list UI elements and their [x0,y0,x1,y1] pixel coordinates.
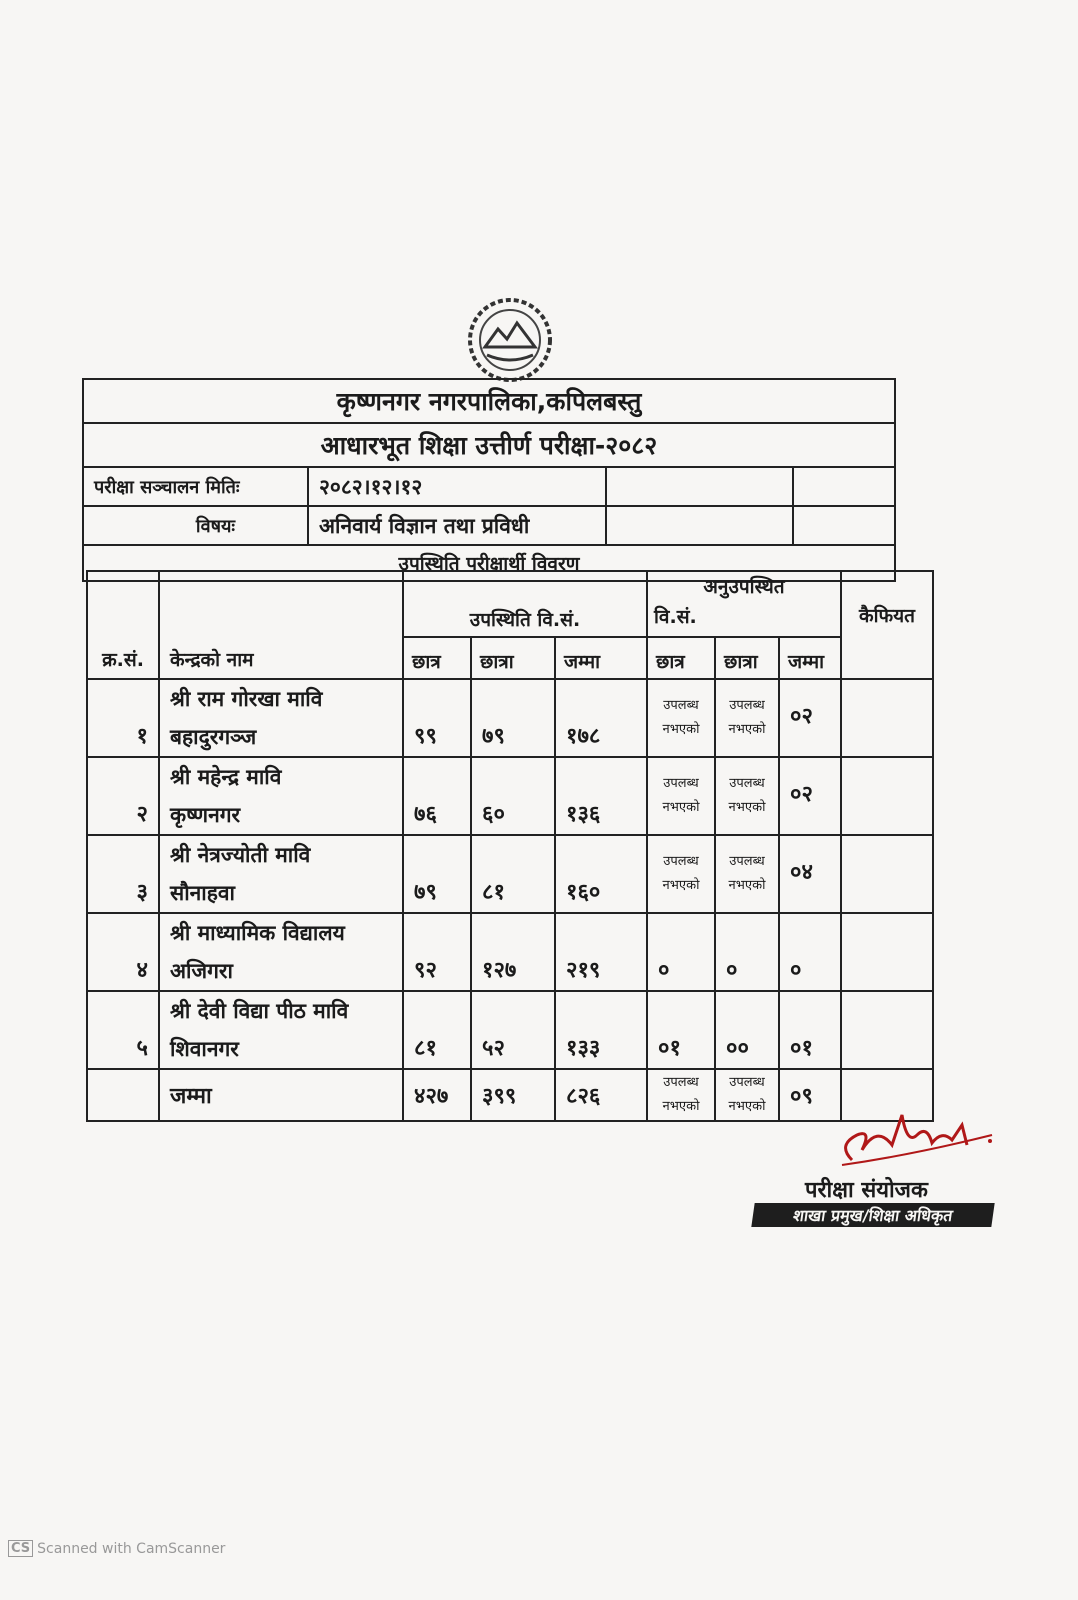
absent-total: ०४ [779,835,841,913]
na-line2: नभएको [662,878,700,893]
remarks-cell [841,835,933,913]
center-name-line1: श्री माध्यामिक विद्यालय [170,921,345,945]
camscanner-logo: CS [8,1540,33,1557]
group-absent-sub: वि.सं. [654,606,697,628]
row-sn: ३ [87,835,159,913]
group-absent-header [647,571,841,637]
row-sn: १ [87,679,159,757]
na-line2: नभएको [662,800,700,815]
total-label: जम्मा [159,1069,403,1121]
absent-total: ०१ [779,991,841,1069]
absent-girls-na [715,835,779,913]
exam-title: आधारभूत शिक्षा उत्तीर्ण परीक्षा-२०८२ [320,431,658,460]
na-line1: उपलब्ध [663,854,699,869]
total-sn-cell [87,1069,159,1121]
date-value: २०८२।१२।१२ [309,468,607,505]
absent-boys-na [647,757,715,835]
present-boys: ९९ [403,679,471,757]
scanner-watermark [8,1540,225,1557]
na-line2: नभएको [728,878,766,893]
center-name-line1: श्री नेत्रज्योती मावि [170,843,311,867]
present-boys: ८१ [403,991,471,1069]
center-name-line2: अजिगरा [170,959,233,983]
present-total: १३३ [555,991,647,1069]
col-absent-girls: छात्रा [715,637,779,679]
absent-girls: ०० [715,991,779,1069]
total-present-total: ८२६ [555,1069,647,1121]
remarks-cell [841,757,933,835]
present-boys: ९२ [403,913,471,991]
remarks-cell [841,679,933,757]
present-boys: ७९ [403,835,471,913]
col-center-header: केन्द्रको नाम [159,571,403,679]
total-absent-girls-na [715,1069,779,1121]
na-line2: नभएको [728,800,766,815]
date-label: परीक्षा सञ्चालन मितिः [84,468,309,505]
na-line1: उपलब्ध [663,776,699,791]
absent-total: ०२ [779,757,841,835]
total-absent-total: ०९ [779,1069,841,1121]
present-girls: ८१ [471,835,555,913]
subject-label: विषयः [84,507,309,544]
present-girls: ७९ [471,679,555,757]
na-line1: उपलब्ध [729,698,765,713]
total-absent-boys-na [647,1069,715,1121]
absent-total: ० [779,913,841,991]
total-row [87,1069,933,1121]
center-name [159,757,403,835]
col-sn-header: क्र.सं. [87,571,159,679]
absent-boys-na [647,679,715,757]
municipality-emblem [465,295,555,385]
absent-boys: ०१ [647,991,715,1069]
na-line1: उपलब्ध [729,854,765,869]
col-absent-total: जम्मा [779,637,841,679]
na-line1: उपलब्ध [663,1075,699,1090]
remarks-cell [841,991,933,1069]
present-boys: ७६ [403,757,471,835]
col-present-boys: छात्र [403,637,471,679]
group-absent-title: अनुउपस्थित [703,576,785,598]
scanner-text: Scanned with CamScanner [37,1540,226,1557]
center-name-line2: बहादुरगञ्ज [170,725,257,749]
center-name-line2: कृष्णनगर [170,803,241,827]
na-line1: उपलब्ध [663,698,699,713]
center-name-line1: श्री देवी विद्या पीठ मावि [170,999,349,1023]
na-line2: नभएको [728,722,766,737]
total-present-boys: ४२७ [403,1069,471,1121]
col-present-girls: छात्रा [471,637,555,679]
row-sn: ४ [87,913,159,991]
col-absent-boys: छात्र [647,637,715,679]
center-name [159,835,403,913]
na-line1: उपलब्ध [729,1075,765,1090]
center-name-line1: श्री राम गोरखा मावि [170,687,323,711]
table-row [87,913,933,991]
center-name-line1: श्री महेन्द्र मावि [170,765,282,789]
row-sn: २ [87,757,159,835]
center-name [159,991,403,1069]
center-name-line2: सौनाहवा [170,881,235,905]
official-stamp: शाखा प्रमुख/शिक्षा अधिकृत [751,1203,994,1227]
document-header [82,378,896,582]
table-row [87,679,933,757]
present-total: २१९ [555,913,647,991]
table-row [87,757,933,835]
col-remarks-header: कैफियत [841,571,933,679]
absent-girls-na [715,757,779,835]
na-line2: नभएको [662,722,700,737]
remarks-cell [841,913,933,991]
center-name-line2: शिवानगर [170,1037,239,1061]
absent-boys-na [647,835,715,913]
na-line2: नभएको [728,1099,766,1114]
col-present-total: जम्मा [555,637,647,679]
center-name [159,913,403,991]
handwritten-signature [832,1105,1002,1175]
total-present-girls: ३९९ [471,1069,555,1121]
table-row [87,991,933,1069]
absent-girls-na [715,679,779,757]
present-girls: ५२ [471,991,555,1069]
absent-girls: ० [715,913,779,991]
absent-total: ०२ [779,679,841,757]
signature-label: परीक्षा संयोजक [805,1178,928,1203]
row-sn: ५ [87,991,159,1069]
center-name [159,679,403,757]
present-total: १३६ [555,757,647,835]
group-present-header: उपस्थिति वि.सं. [403,571,647,637]
na-line2: नभएको [662,1099,700,1114]
municipality-title: कृष्णनगर नगरपालिका,कपिलबस्तु [336,387,642,416]
present-total: १६० [555,835,647,913]
table-row [87,835,933,913]
section-title: उपस्थिति परीक्षार्थी विवरण [398,553,580,575]
na-line1: उपलब्ध [729,776,765,791]
present-girls: ६० [471,757,555,835]
attendance-table [86,570,934,1122]
present-girls: १२७ [471,913,555,991]
absent-boys: ० [647,913,715,991]
present-total: १७८ [555,679,647,757]
subject-value: अनिवार्य विज्ञान तथा प्रविधी [309,507,607,544]
